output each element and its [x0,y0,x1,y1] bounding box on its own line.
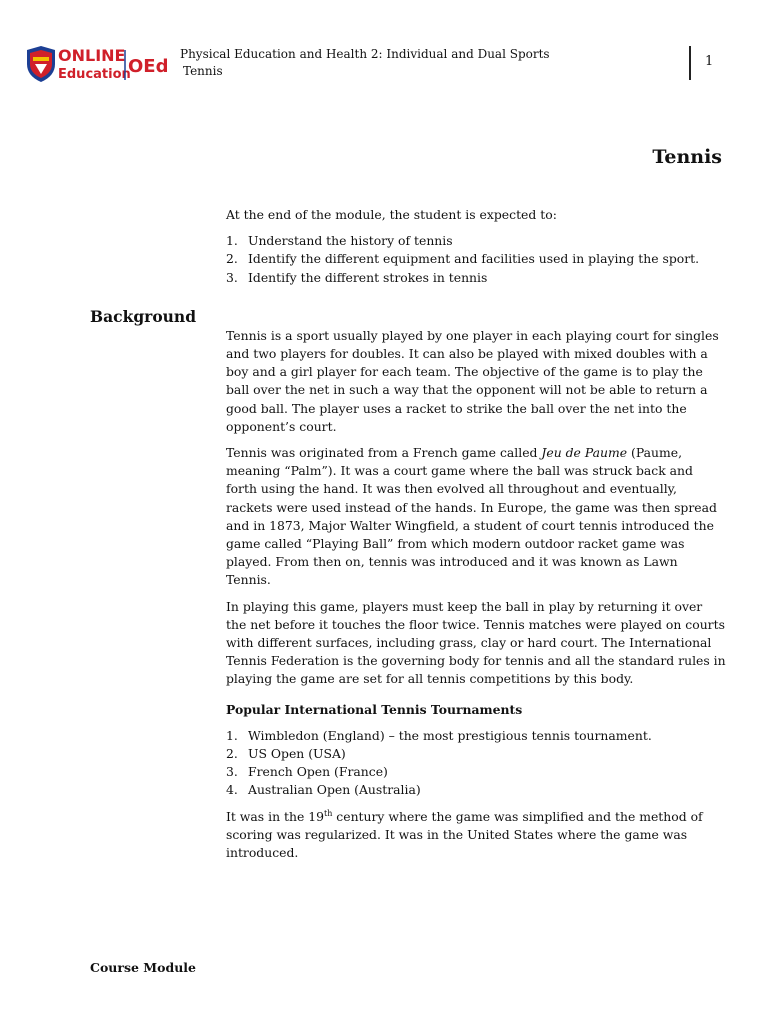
list-item: 4. Australian Open (Australia) [226,782,421,798]
list-item: 3. French Open (France) [226,764,388,780]
background-heading: Background [90,307,197,326]
header-divider [689,46,691,80]
paragraph-sport-overview: Tennis is a sport usually played by one player in each playing court for singles and two players for doubles. It can also be played with mixed doubles with a boy and a girl player for each team. The objective of the game is to play the ball over the net in such a way that the opponent will not be able to return a good ball. The player uses a racket to strike the ball over the net into the opponent’s court. [226,327,719,434]
list-item: 1. Wimbledon (England) – the most prestigious tennis tournament. [226,727,652,743]
page-header [0,0,768,100]
list-item: 3. Identify the different strokes in tennis [226,269,488,285]
logo-mark: OEd [128,56,169,77]
list-item: 2. US Open (USA) [226,746,346,762]
paragraph-rules: In playing this game, players must keep the ball in play by returning it over the net before it touches the floor twice. Tennis matches were played on courts with different surfaces, including grass, clay or hard court. The International Tennis Federation is the governing body for tennis and all the standard rules in playing the game are set for all tennis competitions by this body. [226,598,726,687]
objectives-intro: At the end of the module, the student is expected to: [226,207,557,222]
online-education-logo [24,44,174,84]
footer-label: Course Module [90,960,197,975]
tournaments-heading: Popular International Tennis Tournaments [226,701,523,717]
objectives-list [226,232,726,287]
list-item: 2. Identify the different equipment and facilities used in playing the sport. [226,251,700,267]
jeu-de-paume-term: Jeu de Paume [541,445,628,461]
course-title: Physical Education and Health 2: Individual and Dual Sports [180,47,550,61]
list-item: 1. Understand the history of tennis [226,233,453,249]
paragraph-history: Tennis was originated from a French game called Jeu de Paume (Paume, meaning “Palm”). It was a court game where the ball was struck back and forth using the hand. It was then evolved all throughout and eventually, rackets were used instead of the hands. In Europe, the game was then spread and in 1873, Major Walter Wingfield, a student of court tennis introduced the game called “Playing Ball” from which modern outdoor racket game was played. From then on, tennis was introduced and it was known as Lawn Tennis. [226,445,717,588]
course-subtitle: Tennis [183,64,223,78]
document-body [226,206,726,870]
logo-text-top: ONLINE [58,46,126,65]
paragraph-19th-century: It was in the 19th century where the game was simplified and the method of scoring was regularized. It was in the United States where the game was introduced. [226,808,703,861]
header-course-info [180,46,550,80]
logo-text-bottom: Education [58,67,131,82]
tournaments-list [226,727,726,800]
document-title: Tennis [652,146,722,168]
page-number: 1 [705,54,714,69]
